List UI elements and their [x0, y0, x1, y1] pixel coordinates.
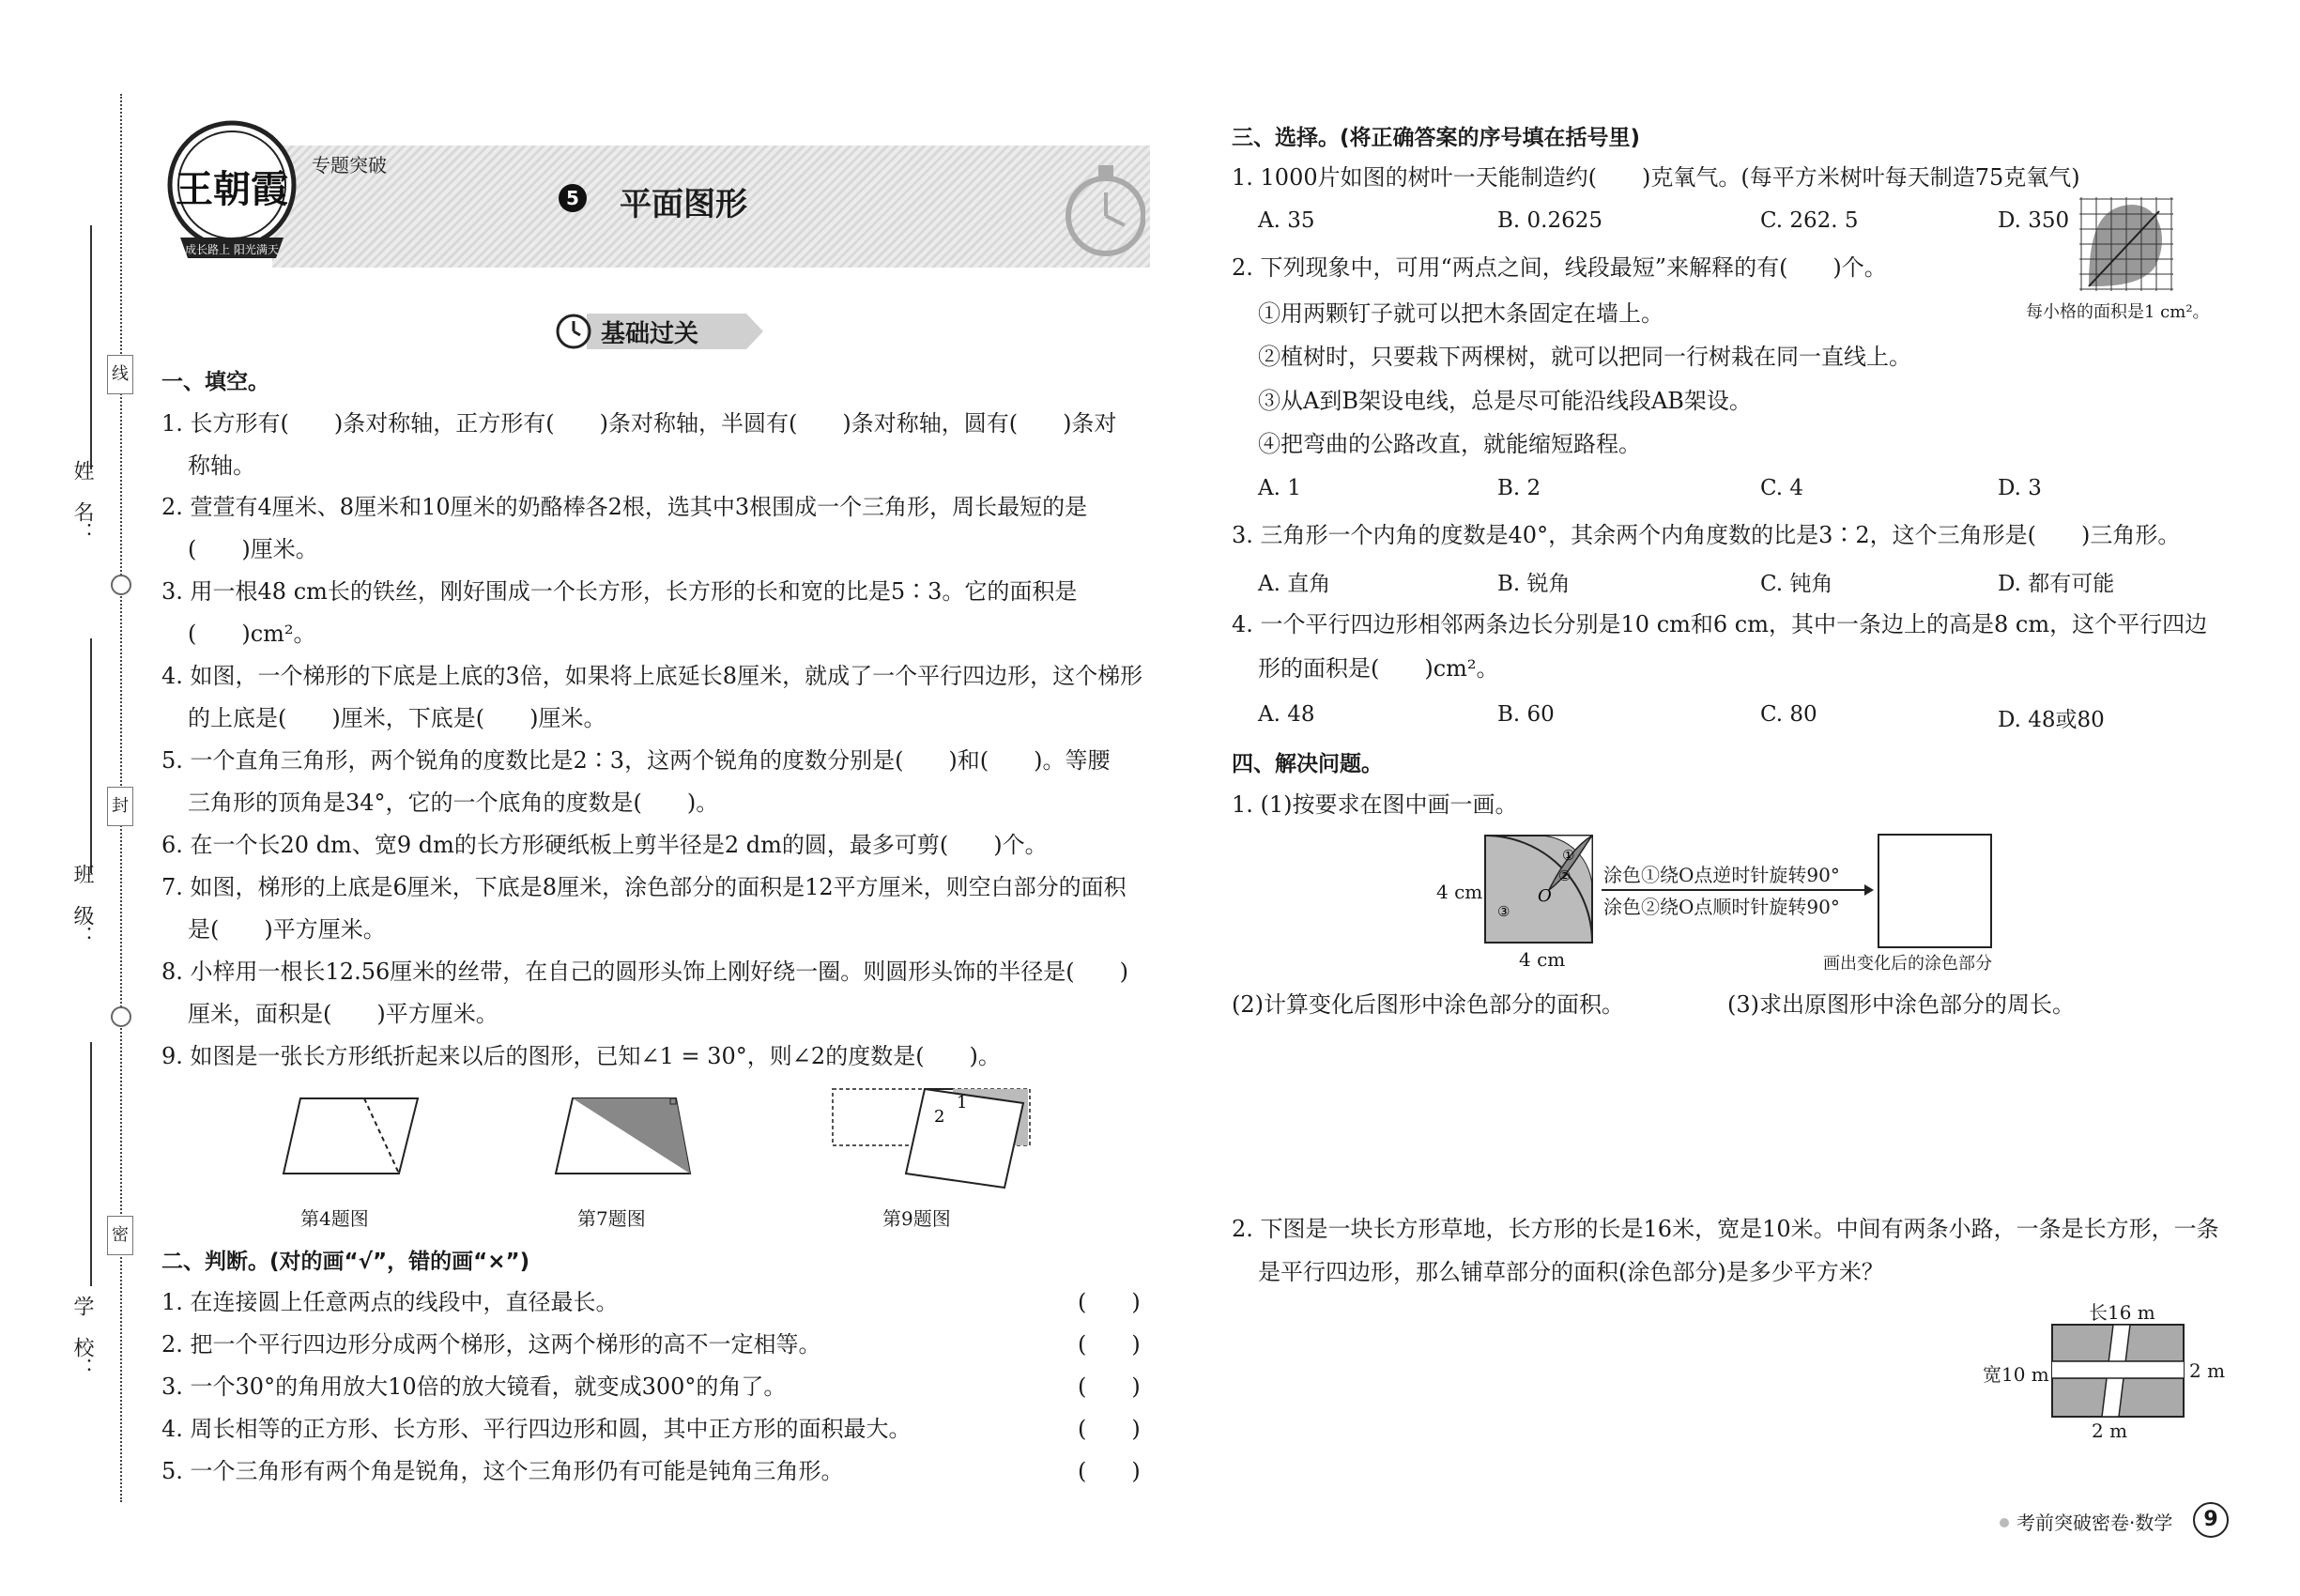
p2-left-label: 宽10 m [1983, 1363, 2049, 1386]
j2: 2. 把一个平行四边形分成两个梯形，这两个梯形的高不一定相等。 [161, 1331, 821, 1358]
c3-option-c[interactable]: C. 钝角 [1760, 572, 1833, 596]
c4-option-b[interactable]: B. 60 [1497, 702, 1555, 727]
j1: 1. 在连接圆上任意两点的线段中，直径最长。 [161, 1289, 619, 1315]
q6: 6. 在一个长20 dm、宽9 dm的长方形硬纸板上剪半径是2 dm的圆，最多可剪( )个。 [161, 832, 1048, 858]
figure-q9-angle1: 1 [957, 1093, 968, 1113]
c1-option-c[interactable]: C. 262. 5 [1760, 208, 1859, 233]
section-fill-blank-title: 一、填空。 [161, 370, 269, 394]
c1-option-b[interactable]: B. 0.2625 [1497, 208, 1603, 233]
topic-tag: 专题突破 [312, 154, 387, 176]
page-number: 9 [2193, 1502, 2229, 1538]
figure-q7 [554, 1094, 695, 1178]
school-line [90, 1042, 92, 1286]
q8-line1: 8. 小梓用一根长12.56厘米的丝带，在自己的圆形头饰上刚好绕一圈。则圆形头饰的半径是( ) [161, 959, 1128, 985]
c2-item3: ③从A到B架设电线，总是尽可能沿线段AB架设。 [1258, 388, 1752, 414]
p2-figure [2051, 1324, 2185, 1418]
p2-top-label: 长16 m [2089, 1301, 2155, 1324]
section-choice-title: 三、选择。(将正确答案的序号填在括号里) [1232, 126, 1641, 150]
p2-right-label: 2 m [2189, 1359, 2226, 1382]
c4-option-d[interactable]: D. 48或80 [1998, 708, 2105, 732]
c2-option-d[interactable]: D. 3 [1998, 476, 2042, 500]
p1-arrow2-label: 涂色②绕O点顺时针旋转90° [1603, 896, 1840, 918]
c2-item2: ②植树时，只要栽下两棵树，就可以把同一行树栽在同一直线上。 [1258, 344, 1911, 370]
p1-point-o: O [1538, 886, 1552, 906]
stopwatch-icon [1061, 150, 1145, 263]
c4-line1: 4. 一个平行四边形相邻两条边长分别是10 cm和6 cm，其中一条边上的高是8 cm，这个平行四边 [1232, 611, 2208, 637]
logo-badge [161, 117, 302, 268]
figure-q7-caption: 第7题图 [577, 1207, 646, 1230]
j5: 5. 一个三角形有两个角是锐角，这个三角形仍有可能是钝角三角形。 [161, 1458, 844, 1484]
c2-option-a[interactable]: A. 1 [1258, 476, 1301, 500]
c1-option-d[interactable]: D. 350 [1998, 208, 2070, 233]
circle-mark-2 [111, 1006, 131, 1027]
figure-q4-caption: 第4题图 [300, 1207, 369, 1230]
c3-option-a[interactable]: A. 直角 [1258, 572, 1331, 596]
c4-line2: 形的面积是( )cm²。 [1258, 655, 1499, 682]
footer-dot [2000, 1518, 2009, 1527]
class-line [90, 638, 92, 873]
logo-text: 王朝霞 [176, 167, 288, 211]
q1-line2: 称轴。 [188, 453, 255, 479]
figure-q9 [831, 1084, 1033, 1192]
c4-option-a[interactable]: A. 48 [1258, 702, 1315, 727]
p1-drawing-box[interactable] [1878, 834, 1992, 948]
c2-item1: ①用两颗钉子就可以把木条固定在墙上。 [1258, 300, 1664, 327]
p1-figure [1483, 834, 1596, 946]
p1-region1-label: ① [1562, 847, 1575, 864]
j1-answer-box[interactable]: ( ) [1078, 1289, 1141, 1315]
q3-line2: ( )cm²。 [188, 621, 316, 647]
q5-line2: 三角形的顶角是34°，它的一个底角的度数是( )。 [188, 790, 719, 816]
p1-bottom-label: 4 cm [1519, 948, 1566, 971]
figure-q9-caption: 第9题图 [882, 1207, 951, 1230]
leaf-grid-figure [2079, 197, 2173, 291]
cut-mark-2: 封 [107, 787, 133, 826]
j4: 4. 周长相等的正方形、长方形、平行四边形和圆，其中正方形的面积最大。 [161, 1416, 912, 1442]
p1-drawing-caption: 画出变化后的涂色部分 [1823, 954, 1992, 974]
cut-mark-3: 密 [107, 1216, 133, 1255]
figure-q4 [282, 1094, 422, 1178]
name-label: 姓 名： [70, 460, 94, 543]
c4-option-c[interactable]: C. 80 [1760, 702, 1817, 727]
c3: 3. 三角形一个内角的度数是40°，其余两个内角度数的比是3∶2，这个三角形是( )三角形。 [1232, 522, 2181, 548]
c2-option-b[interactable]: B. 2 [1497, 476, 1541, 500]
subtitle: 基础过关 [601, 320, 699, 348]
name-line [90, 225, 92, 469]
c2-item4: ④把弯曲的公路改直，就能缩短路程。 [1258, 431, 1641, 457]
p1-arrow1-label: 涂色①绕O点逆时针旋转90° [1603, 864, 1840, 886]
p1-left-label: 4 cm [1436, 881, 1483, 903]
q9: 9. 如图是一张长方形纸折起来以后的图形，已知∠1 = 30°，则∠2的度数是( )。 [161, 1043, 1001, 1069]
p2-line1: 2. 下图是一块长方形草地，长方形的长是16米，宽是10米。中间有两条小路，一条是长方形，一条 [1232, 1216, 2219, 1242]
p1-sub3: (3)求出原图形中涂色部分的周长。 [1727, 991, 2075, 1018]
j3: 3. 一个30°的角用放大10倍的放大镜看，就变成300°的角了。 [161, 1373, 787, 1400]
c2-option-c[interactable]: C. 4 [1760, 476, 1804, 500]
leaf-caption: 每小格的面积是1 cm²。 [2026, 302, 2210, 322]
q5-line1: 5. 一个直角三角形，两个锐角的度数比是2∶3，这两个锐角的度数分别是( )和( )。等腰 [161, 747, 1111, 774]
p1: 1. (1)按要求在图中画一画。 [1232, 791, 1518, 818]
q2-line2: ( )厘米。 [188, 536, 318, 562]
j3-answer-box[interactable]: ( ) [1078, 1373, 1141, 1400]
q7-line2: 是( )平方厘米。 [188, 916, 386, 943]
topic-number: 5 [559, 184, 587, 212]
c3-option-b[interactable]: B. 锐角 [1497, 572, 1571, 596]
page-title: 平面图形 [620, 186, 747, 223]
j4-answer-box[interactable]: ( ) [1078, 1416, 1141, 1442]
q1-line1: 1. 长方形有( )条对称轴，正方形有( )条对称轴，半圆有( )条对称轴，圆有( )条对 [161, 410, 1117, 437]
circle-mark-1 [111, 575, 131, 595]
q8-line2: 厘米，面积是( )平方厘米。 [188, 1001, 498, 1027]
school-label: 学 校： [70, 1296, 94, 1378]
c1: 1. 1000片如图的树叶一天能制造约( )克氧气。(每平方米树叶每天制造75克氧气) [1232, 164, 2080, 191]
q3-line1: 3. 用一根48 cm长的铁丝，刚好围成一个长方形，长方形的长和宽的比是5∶3。它的面积是 [161, 578, 1078, 605]
c1-option-a[interactable]: A. 35 [1258, 208, 1315, 233]
q4-line1: 4. 如图，一个梯形的下底是上底的3倍，如果将上底延长8厘米，就成了一个平行四边形，这个梯形 [161, 663, 1143, 689]
p2-line2: 是平行四边形，那么铺草部分的面积(涂色部分)是多少平方米？ [1258, 1259, 1884, 1285]
q2-line1: 2. 萱萱有4厘米、8厘米和10厘米的奶酪棒各2根，选其中3根围成一个三角形，周长最短的是 [161, 494, 1088, 520]
p2-bottom-label: 2 m [2092, 1420, 2128, 1442]
footer-text: 考前突破密卷·数学 [2016, 1512, 2173, 1534]
cut-mark-1: 线 [107, 355, 133, 394]
j2-answer-box[interactable]: ( ) [1078, 1331, 1141, 1358]
c3-option-d[interactable]: D. 都有可能 [1998, 572, 2115, 596]
class-label: 班 级： [70, 864, 94, 946]
figure-q9-angle2: 2 [934, 1107, 945, 1127]
p1-region3-label: ③ [1497, 903, 1510, 920]
p1-sub2: (2)计算变化后图形中涂色部分的面积。 [1232, 991, 1624, 1018]
q4-line2: 的上底是( )厘米，下底是( )厘米。 [188, 705, 606, 731]
section-judge-title: 二、判断。(对的画“√”，错的画“×”) [161, 1250, 530, 1274]
p1-region2-label: ② [1558, 867, 1572, 884]
section-solve-title: 四、解决问题。 [1232, 752, 1383, 776]
j5-answer-box[interactable]: ( ) [1078, 1458, 1141, 1484]
logo-subtext: 成长路上 阳光满天 [185, 243, 279, 256]
q7-line1: 7. 如图，梯形的上底是6厘米，下底是8厘米，涂色部分的面积是12平方厘米，则空白部分的面积 [161, 874, 1127, 900]
c2: 2. 下列现象中，可用“两点之间，线段最短”来解释的有( )个。 [1232, 254, 1887, 281]
